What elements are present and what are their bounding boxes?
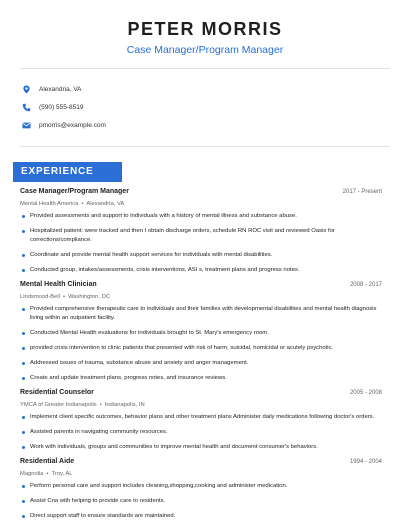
- job-company: Mental Health America: [20, 201, 79, 207]
- resume-header: [0, 0, 410, 57]
- job-dates: 1994 - 2004: [349, 459, 382, 465]
- meta-separator: •: [81, 201, 84, 207]
- job-title: Case Manager/Program Manager: [20, 188, 129, 195]
- job-title: Residential Counselor: [20, 389, 94, 396]
- bullet-item: Perform personal care and support includes cleaning,shopping,cooking and administer medication.: [20, 482, 382, 491]
- job-location: Alexandria, VA: [86, 201, 125, 207]
- bullet-item: Direct support staff to ensure standards are maintained.: [20, 512, 382, 521]
- job-bullets: [20, 305, 382, 383]
- bullet-item: Hospitalized patient: were tracked and then I obtain discharge orders, schedule RN ROC visit and reviewed Oasis for corrections/compliance.: [20, 227, 382, 245]
- job-location: Troy, AL: [51, 471, 73, 477]
- bullet-item: provided crisis intervention to clinic patients that presented with risk of harm, suicidal, homicidal or acutely psychotic.: [20, 344, 382, 353]
- bullet-item: Create and update treatment plans, progress notes, and insurance reviews.: [20, 374, 382, 383]
- job-company: YMCA of Greater Indianapolis: [20, 402, 97, 408]
- job-title: Mental Health Clinician: [20, 281, 97, 288]
- phone-icon: [22, 103, 31, 112]
- bullet-item: Assisted parents in navigating community resources.: [20, 428, 382, 437]
- map-pin-icon: [22, 85, 31, 94]
- contact-email-text: pmorris@example.com: [39, 122, 106, 129]
- bullet-item: Implement client specific outcomes, behavior plans and other treatment plans Administer daily medications following doctor's orders.: [20, 413, 382, 422]
- job-dates: 2005 - 2008: [349, 390, 382, 396]
- experience-section-heading: EXPERIENCE: [13, 162, 122, 182]
- experience-list: [20, 188, 382, 527]
- bullet-item: Provided comprehensive therapeutic care to individuals and their families with developmental disabilities and mental health diagnosis living within an outpatient facility.: [20, 305, 382, 323]
- job-bullets: [20, 482, 382, 521]
- job-title: Residential Aide: [20, 458, 75, 465]
- contact-phone-text: (590) 555-8519: [39, 104, 84, 111]
- bullet-item: Coordinate and provide mental health support services for individuals with mental disabilities.: [20, 251, 382, 260]
- job-entry: [20, 188, 382, 275]
- header-divider: [20, 68, 390, 69]
- candidate-title: Case Manager/Program Manager: [126, 44, 284, 56]
- email-icon: [22, 121, 31, 130]
- job-entry: [20, 281, 382, 383]
- job-location: Washington, DC: [68, 294, 110, 300]
- contact-email: [22, 121, 106, 130]
- bullet-item: Work with individuals, groups and communities to improve mental health and document consumer's behaviors.: [20, 443, 382, 452]
- job-entry: [20, 389, 382, 452]
- job-dates: 2017 - Present: [342, 189, 382, 195]
- bullet-item: Conducted Mental Health evaluations for individuals brought to St. Mary's emergency room.: [20, 329, 382, 338]
- job-location: Indianapolis, IN: [104, 402, 145, 408]
- bullet-item: Provided assessments and support to individuals with a history of mental illness and substance abuse.: [20, 212, 382, 221]
- meta-separator: •: [62, 294, 65, 300]
- job-bullets: [20, 212, 382, 275]
- job-company: Magnolia: [20, 471, 44, 477]
- job-entry: [20, 458, 382, 521]
- job-company: Lindsmood-Bell: [20, 294, 60, 300]
- meta-separator: •: [46, 471, 49, 477]
- contact-location-text: Alexandria, VA: [39, 86, 82, 93]
- meta-separator: •: [99, 402, 102, 408]
- bullet-item: Assist Cna with helping to provide care to residents.: [20, 497, 382, 506]
- job-bullets: [20, 413, 382, 452]
- bullet-item: Conducted group, intakes/assessments, crisis interventions, ASI s, treatment plans and progress notes.: [20, 266, 382, 275]
- candidate-name: PETER MORRIS: [127, 19, 283, 39]
- job-dates: 2008 - 2017: [349, 282, 382, 288]
- contact-phone: [22, 103, 83, 112]
- contact-location: [22, 85, 82, 94]
- bullet-item: Addressed issues of trauma, substance abuse and anxiety and anger management.: [20, 359, 382, 368]
- contact-divider: [20, 146, 390, 147]
